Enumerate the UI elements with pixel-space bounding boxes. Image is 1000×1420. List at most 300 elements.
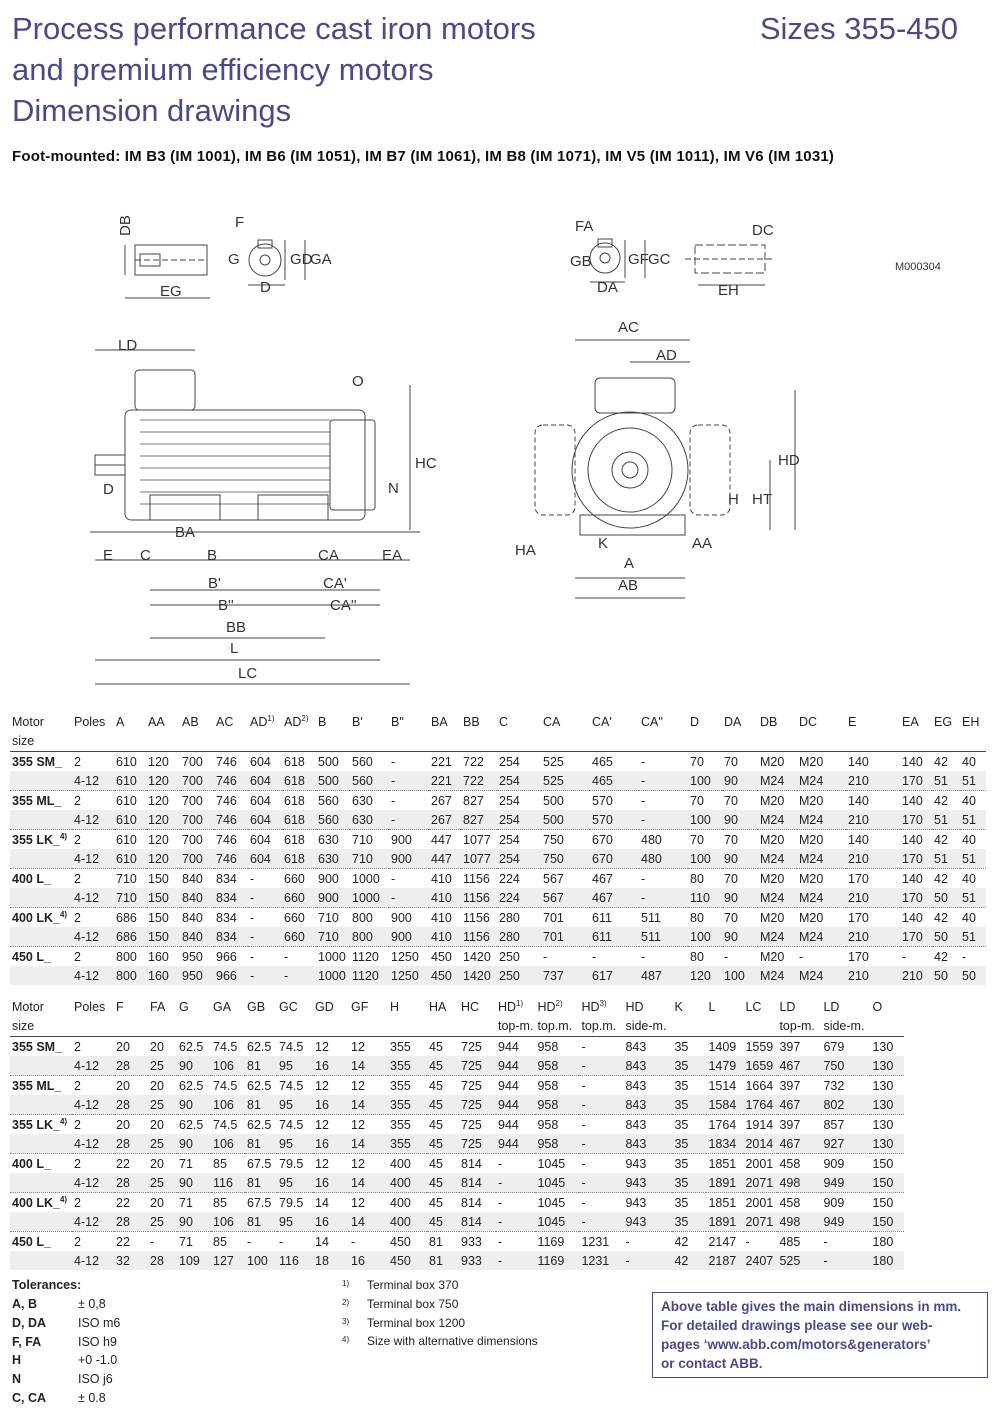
table-cell: 725 [461, 1039, 482, 1054]
column-header [706, 1017, 743, 1037]
column-header: GF [351, 1000, 369, 1014]
table-cell: 447 [429, 849, 461, 869]
table-cell: 40 [962, 754, 976, 769]
table-cell: M20 [797, 869, 846, 889]
table-cell: 725 [459, 1076, 496, 1096]
table-cell: 2 [74, 754, 81, 769]
table-cell: 397 [777, 1076, 821, 1096]
table-cell: 450 [429, 947, 461, 967]
column-header: side-m. [821, 1017, 870, 1037]
table-cell: 725 [459, 1095, 496, 1115]
label-EG: EG [160, 283, 182, 300]
table-cell: - [639, 888, 688, 908]
table-cell: 900 [389, 908, 429, 928]
table-cell: 958 [535, 1095, 579, 1115]
table-cell: 500 [541, 791, 590, 811]
table-row [10, 791, 986, 811]
table-cell: 25 [148, 1212, 177, 1232]
column-header: DB [760, 715, 778, 729]
column-header: HC [461, 1000, 480, 1014]
table-cell: 210 [846, 927, 900, 947]
table-cell: 20 [150, 1039, 164, 1054]
table-cell: 458 [777, 1193, 821, 1213]
table-cell: 814 [459, 1154, 496, 1174]
column-header [672, 1017, 706, 1037]
table-cell: 127 [211, 1251, 245, 1270]
tolerances [12, 1278, 120, 1410]
column-header [590, 732, 639, 752]
column-header: B' [352, 715, 363, 729]
table-cell: 814 [459, 1193, 496, 1213]
table-cell: 150 [870, 1173, 904, 1193]
column-header: DA [724, 715, 742, 729]
table-cell: M24 [758, 966, 797, 985]
column-header: O [872, 1000, 883, 1014]
table-cell: 90 [177, 1056, 211, 1076]
table-cell: 610 [116, 754, 137, 769]
info-line: For detailed drawings please see our web- [661, 1318, 933, 1333]
table-cell: M24 [797, 927, 846, 947]
table-cell: 1409 [708, 1039, 737, 1054]
table-cell: 4-12 [72, 1212, 114, 1232]
table-cell: - [579, 1056, 623, 1076]
table-cell: 100 [688, 771, 722, 791]
table-cell: M20 [758, 869, 797, 889]
table-cell: 1077 [461, 830, 497, 850]
table-cell: 840 [180, 908, 214, 928]
table-cell: 42 [932, 908, 960, 928]
table-cell: 1231 [579, 1251, 623, 1270]
column-header: AD$^{1)}$ [250, 713, 275, 729]
table-cell: 725 [459, 1115, 496, 1135]
table-cell: 933 [459, 1232, 496, 1252]
table-cell: 750 [821, 1056, 870, 1076]
table-cell: 660 [282, 869, 316, 889]
column-header: LC [745, 1000, 762, 1014]
column-header [72, 732, 114, 752]
table-cell: 170 [900, 888, 932, 908]
table-cell: 1914 [743, 1115, 777, 1135]
table-row [10, 1056, 904, 1076]
motor-size-cell: 355 ML_ [10, 1076, 72, 1096]
column-header: HA [429, 1000, 447, 1014]
table-cell: 14 [349, 1095, 388, 1115]
title-line-1: Process performance cast iron motors [12, 11, 536, 46]
table-cell: 618 [282, 830, 316, 850]
label-DB: DB [117, 215, 134, 236]
table-cell: 71 [177, 1154, 211, 1174]
label-BA: BA [175, 524, 196, 541]
motor-size-cell: 355 LK_$^{4)}$ [10, 1115, 72, 1135]
column-header [541, 732, 590, 752]
label-D: D [103, 481, 114, 498]
label-EA: EA [382, 547, 403, 564]
table-cell: 170 [900, 810, 932, 830]
table-cell: 660 [282, 927, 316, 947]
table-cell: 221 [429, 771, 461, 791]
table-cell: 900 [389, 849, 429, 869]
table-cell: - [639, 947, 688, 967]
table-cell: 170 [900, 849, 932, 869]
table-cell: 120 [146, 849, 180, 869]
table-cell: 130 [870, 1095, 904, 1115]
table-cell: 2407 [743, 1251, 777, 1270]
table-cell: 170 [900, 927, 932, 947]
table-cell: 250 [497, 947, 541, 967]
table-row [10, 947, 986, 967]
table-cell: 18 [313, 1251, 349, 1270]
table-cell: 927 [821, 1134, 870, 1154]
table-cell: 630 [350, 791, 389, 811]
table-cell: 70 [724, 754, 738, 769]
table-row [10, 966, 986, 985]
table-cell: 4-12 [72, 888, 114, 908]
table-cell: 67.5 [245, 1154, 277, 1174]
table-cell: 224 [497, 869, 541, 889]
column-header: top-m. [496, 1017, 535, 1037]
table-cell: 280 [497, 927, 541, 947]
table-cell: 210 [846, 810, 900, 830]
motor-size-cell: 355 LK_$^{4)}$ [10, 830, 72, 850]
table-cell: 840 [180, 927, 214, 947]
table-cell: 943 [623, 1212, 672, 1232]
table-cell: 843 [623, 1134, 672, 1154]
label-BB: BB [226, 619, 247, 636]
table-cell: 1120 [350, 947, 389, 967]
table-cell: 1514 [706, 1076, 743, 1096]
table-cell: 1250 [389, 966, 429, 985]
column-header [388, 1017, 427, 1037]
table-cell: 40 [960, 908, 986, 928]
table-cell: 1659 [743, 1056, 777, 1076]
motor-size-cell [10, 849, 72, 869]
table-cell: - [248, 927, 282, 947]
table-cell: 70 [688, 791, 722, 811]
table-cell: 90 [722, 927, 758, 947]
info-box [652, 1292, 988, 1378]
column-header: D [690, 715, 700, 729]
table-cell: 50 [932, 966, 960, 985]
table-cell: 958 [535, 1115, 579, 1135]
footnote: 2) Terminal box 750 [342, 1296, 459, 1311]
column-header [350, 732, 389, 752]
table-cell: 20 [114, 1115, 148, 1135]
table-cell: 180 [870, 1232, 904, 1252]
motor-size-cell: 400 LK_$^{4)}$ [10, 908, 72, 928]
table-cell: 81 [245, 1212, 277, 1232]
table-cell: M24 [758, 927, 797, 947]
column-header: HD [625, 1000, 644, 1014]
table-cell: 70 [722, 830, 758, 850]
table-cell: 355 [388, 1134, 427, 1154]
table-cell: 221 [431, 754, 452, 769]
table-cell: 630 [350, 810, 389, 830]
label-HD: HD [778, 452, 800, 469]
label-AD: AD [656, 347, 677, 364]
mounting-subtitle: Foot-mounted: IM B3 (IM 1001), IM B6 (IM 1051), IM B7 (IM 1061), IM B8 (IM 1071), IM V5 (IM 1011), IM V6 (IM 1031) [12, 148, 835, 165]
table-cell: 42 [932, 791, 960, 811]
table-cell: 90 [177, 1134, 211, 1154]
label-CA: CA [318, 547, 339, 564]
table-cell: 22 [114, 1154, 148, 1174]
table-cell: 40 [960, 830, 986, 850]
table-cell: 35 [674, 1039, 689, 1054]
table-cell: 16 [313, 1134, 349, 1154]
table-cell: 400 [388, 1193, 427, 1213]
table-cell: 120 [148, 754, 169, 769]
table-cell: - [639, 810, 688, 830]
column-header [497, 732, 541, 752]
column-header: AA [148, 715, 165, 729]
tolerance-row: C, CA ± 0.8 [12, 1390, 106, 1405]
table-cell: 90 [177, 1173, 211, 1193]
table-cell: - [389, 791, 429, 811]
table-cell: M20 [758, 947, 797, 967]
table-cell: 150 [146, 927, 180, 947]
table-cell: 1156 [461, 869, 497, 889]
table-cell: M24 [758, 810, 797, 830]
table-cell: 604 [248, 791, 282, 811]
table-cell: 827 [461, 810, 497, 830]
column-header [282, 732, 316, 752]
column-header: Poles [74, 1000, 106, 1014]
table-cell: 467 [590, 869, 639, 889]
table-cell: 42 [672, 1251, 706, 1270]
table-cell: - [277, 1232, 313, 1252]
table-cell: 465 [590, 771, 639, 791]
table-cell: 1851 [706, 1193, 743, 1213]
table-cell: 1045 [535, 1193, 579, 1213]
table-cell: 45 [427, 1095, 459, 1115]
table-cell: 254 [497, 771, 541, 791]
column-header [114, 1017, 148, 1037]
table-cell: 170 [846, 947, 900, 967]
table-row [10, 1076, 904, 1096]
table-cell: 498 [777, 1212, 821, 1232]
table-cell: 12 [349, 1154, 388, 1174]
table-cell: 2 [72, 1154, 114, 1174]
table-cell: 14 [313, 1232, 349, 1252]
table-cell: 710 [316, 927, 350, 947]
table-cell: 1231 [579, 1232, 623, 1252]
table-row [10, 888, 986, 908]
table-cell: 35 [672, 1115, 706, 1135]
table-cell: 450 [388, 1251, 427, 1270]
table-cell: 210 [846, 849, 900, 869]
table-cell: 943 [623, 1154, 672, 1174]
table-cell: 1559 [745, 1039, 774, 1054]
table-cell: - [282, 966, 316, 985]
motor-side-view [90, 350, 420, 684]
table-cell: 750 [541, 849, 590, 869]
label-K: K [598, 535, 609, 552]
column-header: G [179, 1000, 189, 1014]
table-cell: 1156 [461, 908, 497, 928]
column-header [214, 732, 248, 752]
column-header: HD$^{1)}$ [498, 998, 524, 1014]
table-cell: 80 [688, 908, 722, 928]
table-cell: 130 [870, 1076, 904, 1096]
table-cell: 267 [429, 810, 461, 830]
table-cell: 116 [277, 1251, 313, 1270]
table-cell: 355 [388, 1076, 427, 1096]
table-cell: 25 [148, 1134, 177, 1154]
table-cell: 944 [498, 1039, 519, 1054]
drawing-code: M000304 [895, 261, 941, 273]
table-row [10, 849, 986, 869]
table-cell: 4-12 [72, 771, 114, 791]
table-cell: 20 [116, 1039, 130, 1054]
column-header: GD [315, 1000, 334, 1014]
table-cell: 14 [313, 1193, 349, 1213]
column-header: AB [182, 715, 199, 729]
column-header: GB [247, 1000, 266, 1014]
table-cell: 95 [277, 1134, 313, 1154]
column-header: Motor [12, 1000, 44, 1014]
table-cell: 746 [214, 810, 248, 830]
table-cell: 130 [870, 1056, 904, 1076]
title-line-2: and premium efficiency motors [12, 52, 434, 87]
table-cell: - [641, 754, 646, 769]
column-header: FA [150, 1000, 166, 1014]
table-cell: 160 [146, 966, 180, 985]
table-cell: 2 [72, 869, 114, 889]
table-cell: 90 [722, 888, 758, 908]
table-row [10, 1173, 904, 1193]
page-title [12, 8, 536, 131]
table-cell: 150 [870, 1193, 904, 1213]
table-cell: 81 [245, 1173, 277, 1193]
table-cell: 2147 [706, 1232, 743, 1252]
table-cell: 95 [277, 1173, 313, 1193]
column-header [639, 732, 688, 752]
table-cell: 74.5 [279, 1039, 304, 1054]
table-cell: 90 [722, 849, 758, 869]
column-header [870, 1017, 904, 1037]
table-cell: 267 [429, 791, 461, 811]
table-cell: 700 [182, 754, 203, 769]
table-cell: - [579, 1134, 623, 1154]
table-cell: 25 [148, 1173, 177, 1193]
table-cell: 280 [497, 908, 541, 928]
table-cell: 630 [316, 849, 350, 869]
table-cell: 4-12 [72, 966, 114, 985]
table-cell: 45 [427, 1134, 459, 1154]
table-cell: 85 [211, 1154, 245, 1174]
table-cell: 16 [313, 1212, 349, 1232]
column-header: E [848, 715, 857, 729]
column-header: Poles [74, 715, 106, 729]
table-cell: 140 [900, 791, 932, 811]
table-cell: 130 [870, 1115, 904, 1135]
table-cell: M24 [758, 888, 797, 908]
table-cell: 35 [672, 1134, 706, 1154]
table-cell: 120 [146, 810, 180, 830]
table-cell: 958 [537, 1039, 559, 1054]
table-cell: 120 [688, 966, 722, 985]
table-cell: - [581, 1039, 586, 1054]
table-cell: M24 [797, 810, 846, 830]
table-cell: 710 [114, 888, 146, 908]
table-cell: - [389, 888, 429, 908]
table-cell: 611 [590, 927, 639, 947]
column-header: top.m. [579, 1017, 623, 1037]
table-row [10, 869, 986, 889]
table-cell: 900 [316, 888, 350, 908]
table-cell: 71 [177, 1232, 211, 1252]
dimension-drawing [0, 200, 1000, 690]
table-cell: 410 [429, 908, 461, 928]
table-cell: 511 [639, 927, 688, 947]
column-header: size [10, 732, 72, 752]
table-cell: 467 [777, 1095, 821, 1115]
table-cell: 140 [900, 830, 932, 850]
label-G: G [228, 251, 240, 268]
table-cell: 81 [245, 1056, 277, 1076]
label-E: E [103, 547, 114, 564]
table-cell: 100 [688, 849, 722, 869]
table-cell: 480 [639, 849, 688, 869]
table-cell: 746 [216, 754, 237, 769]
column-header [180, 732, 214, 752]
table-cell: M24 [797, 771, 846, 791]
table-cell: 12 [349, 1076, 388, 1096]
table-cell: 710 [350, 849, 389, 869]
table-cell: 106 [211, 1134, 245, 1154]
motor-size-cell [10, 1056, 72, 1076]
table-cell: 12 [349, 1115, 388, 1135]
table-cell: 618 [284, 754, 305, 769]
column-header [846, 732, 900, 752]
column-header [277, 1017, 313, 1037]
table-cell: 28 [114, 1173, 148, 1193]
table-cell: 467 [777, 1134, 821, 1154]
table-cell: - [623, 1232, 672, 1252]
table-cell: 611 [590, 908, 639, 928]
table-cell: 950 [180, 947, 214, 967]
label-N: N [388, 480, 399, 497]
table-cell: 51 [960, 927, 986, 947]
table-cell: 45 [427, 1076, 459, 1096]
table-cell: 500 [318, 754, 339, 769]
table-cell: 100 [688, 810, 722, 830]
table-cell: - [541, 947, 590, 967]
table-cell: 617 [590, 966, 639, 985]
table-cell: 397 [777, 1115, 821, 1135]
table-cell: 949 [821, 1212, 870, 1232]
table-cell: 958 [535, 1076, 579, 1096]
column-header [429, 732, 461, 752]
table-cell: 16 [313, 1173, 349, 1193]
table-cell: 700 [180, 849, 214, 869]
table-cell: 944 [496, 1115, 535, 1135]
label-GC: GC [648, 251, 671, 268]
table-cell: 70 [690, 754, 704, 769]
label-LD: LD [118, 337, 138, 354]
table-cell: 116 [211, 1173, 245, 1193]
table-cell: 150 [146, 869, 180, 889]
table-cell: 1000 [350, 869, 389, 889]
table-row [10, 1232, 904, 1252]
table-cell: 51 [960, 771, 986, 791]
table-cell: 12 [313, 1115, 349, 1135]
table-cell: 800 [114, 947, 146, 967]
table-cell: 722 [463, 754, 484, 769]
column-header: CA" [641, 715, 663, 729]
table-cell: 737 [541, 966, 590, 985]
table-cell: M20 [797, 830, 846, 850]
motor-size-cell: 450 L_ [10, 947, 72, 967]
